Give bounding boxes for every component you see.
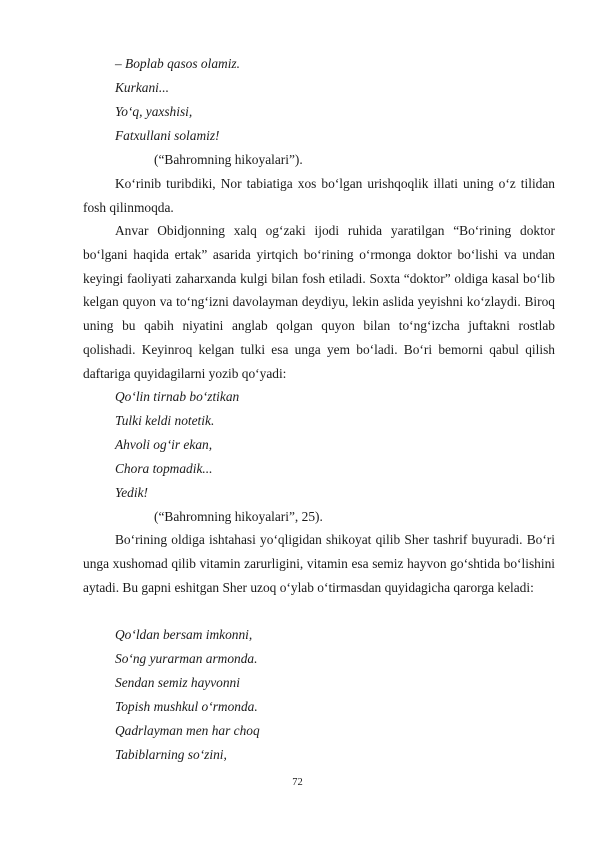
paragraph-3 — [83, 528, 555, 599]
poem3-line: Topish mushkul o‘rmonda. — [115, 699, 258, 714]
poem1-line: Yo‘q, yaxshisi, — [115, 104, 193, 119]
poem2-line: Tulki keldi notetik. — [115, 413, 215, 428]
page-number: 72 — [292, 777, 303, 788]
poem3-line: Qo‘ldan bersam imkonni, — [115, 627, 253, 642]
poem3-line: Tabiblarning so‘zini, — [115, 747, 227, 762]
paragraph-3-text: Bo‘rining oldiga ishtahasi yo‘qligidan shikoyat qilib Sher tashrif buyuradi. Bo‘ri unga xushomad qilib vitamin zarurligini, vitamin esa semiz hayvon go‘shtida bo‘lishini aytadi. Bu gapni eshitgan Sher uzoq o‘ylab o‘tirmasdan quyidagicha qarorga keladi: — [83, 532, 555, 595]
poem3-line: Sendan semiz hayvonni — [115, 675, 240, 690]
poem2-line: Qo‘lin tirnab bo‘ztikan — [115, 389, 240, 404]
poem1-line: Kurkani... — [115, 80, 169, 95]
poem3-line: Qadrlayman men har choq — [115, 723, 260, 738]
poem2-line: Chora topmadik... — [115, 461, 213, 476]
paragraph-1-text: Ko‘rinib turibdiki, Nor tabiatiga xos bo‘lgan urishqoqlik illati uning o‘z tilidan fosh qilinmoqda. — [83, 176, 555, 215]
poem1-line: – Boplab qasos olamiz. — [115, 56, 240, 71]
paragraph-2-text: Anvar Obidjonning xalq og‘zaki ijodi ruhida yaratilgan “Bo‘rining doktor bo‘lgani haqida ertak” asarida yirtqich bo‘rining o‘rmonga doktor bo‘lishi va undan keyingi faoliyati zaharxanda kulgi bilan fosh etiladi. Soxta “doktor” oldiga kasal bo‘lib kelgan quyon va to‘ng‘izni davolayman deydiyu, lekin aslida yeyishni ko‘zlaydi. Biroq uning bu qabih niyatini anglab qolgan quyon bilan to‘ng‘izcha juftakni rostlab qolishadi. Keyinroq kelgan tulki esa unga yem bo‘ladi. Bo‘ri bemorni qabul qilish daftariga quyidagilarni yozib qo‘yadi: — [83, 223, 555, 381]
paragraph-2 — [83, 219, 555, 385]
source-citation-1: (“Bahromning hikoyalari”). — [154, 152, 303, 167]
poem1-line: Fatxullani solamiz! — [115, 128, 220, 143]
paragraph-1 — [83, 172, 555, 220]
source-citation-2: (“Bahromning hikoyalari”, 25). — [154, 509, 323, 524]
poem3-line: So‘ng yurarman armonda. — [115, 651, 258, 666]
poem2-line: Ahvoli og‘ir ekan, — [115, 437, 213, 452]
poem2-line: Yedik! — [115, 485, 148, 500]
